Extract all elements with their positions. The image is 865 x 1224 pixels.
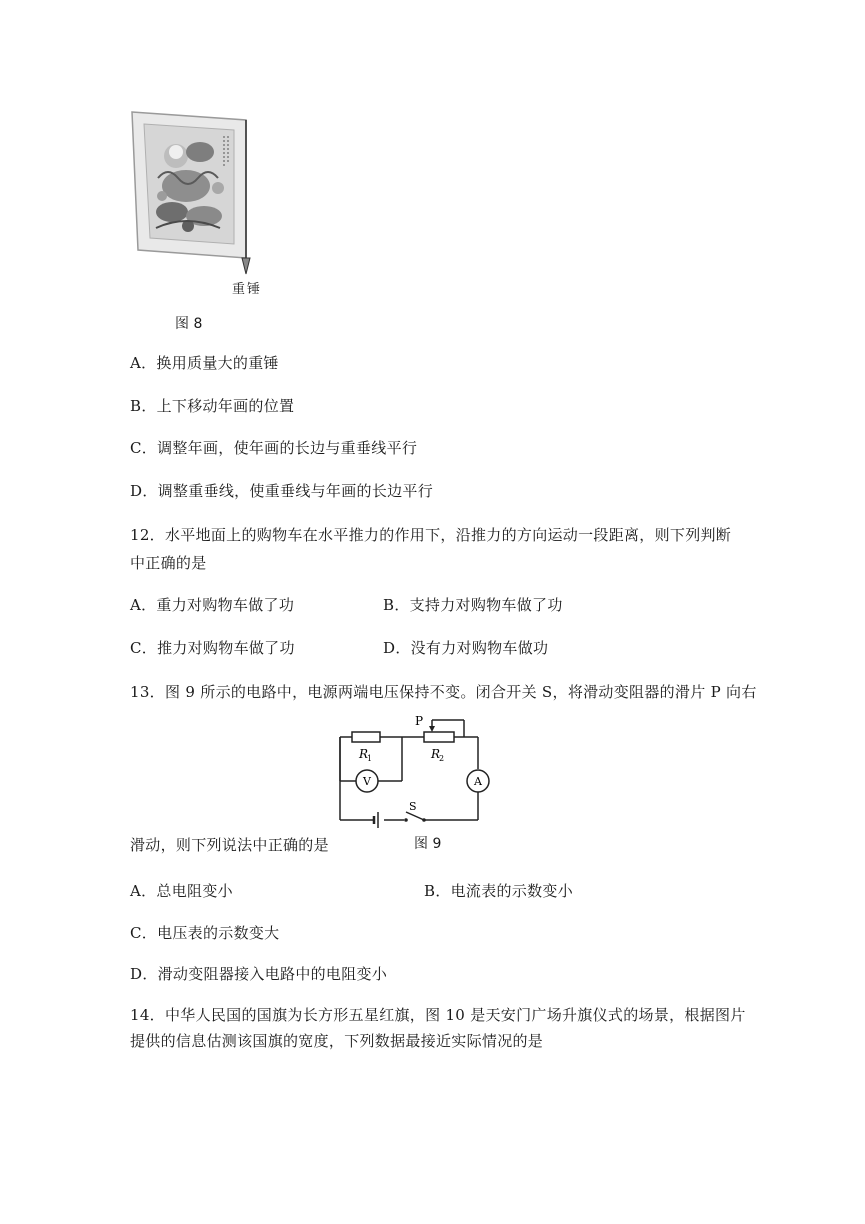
q11-option-a: A．换用质量大的重锤 xyxy=(130,354,279,372)
q12-option-a: A．重力对购物车做了功 xyxy=(130,596,295,614)
q11-option-d: D．调整重垂线，使重垂线与年画的长边平行 xyxy=(130,482,434,500)
label-r1: R xyxy=(359,747,369,761)
q13-option-b: B．电流表的示数变小 xyxy=(424,882,574,900)
label-r1-sub: 1 xyxy=(367,754,373,763)
figure-9-caption: 图 9 xyxy=(414,836,442,852)
q12-option-b: B．支持力对购物车做了功 xyxy=(383,596,563,614)
q12-option-c: C．推力对购物车做了功 xyxy=(130,639,295,657)
r2-resistor xyxy=(424,732,454,742)
figure-8-caption: 图 8 xyxy=(175,316,203,332)
figure-8 xyxy=(128,108,278,308)
q14-stem-line1: 14．中华人民国的国旗为长方形五星红旗，图 10 是天安门广场升旗仪式的场景，根据图片 xyxy=(130,1006,746,1024)
q14-stem-line2: 提供的信息估测该国旗的宽度，下列数据最接近实际情况的是 xyxy=(130,1032,544,1050)
q13-option-c: C．电压表的示数变大 xyxy=(130,924,280,942)
label-s: S xyxy=(409,800,417,813)
r1-resistor xyxy=(352,732,380,742)
q13-option-d: D．滑动变阻器接入电路中的电阻变小 xyxy=(130,965,388,983)
label-a: A xyxy=(474,775,482,788)
label-r2: R xyxy=(431,747,441,761)
figure-9-circuit xyxy=(330,712,510,832)
q11-option-c: C．调整年画，使年画的长边与重垂线平行 xyxy=(130,439,418,457)
label-p: P xyxy=(415,714,424,728)
q12-stem-line1: 12．水平地面上的购物车在水平推力的作用下，沿推力的方向运动一段距离，则下列判断 xyxy=(130,526,732,544)
q13-option-a: A．总电阻变小 xyxy=(130,882,233,900)
q11-option-b: B．上下移动年画的位置 xyxy=(130,397,295,415)
weight-label: 重锤 xyxy=(232,282,263,297)
label-r2-sub: 2 xyxy=(439,754,445,763)
label-v: V xyxy=(363,775,371,788)
circuit-diagram xyxy=(330,712,510,832)
q12-option-d: D．没有力对购物车做功 xyxy=(383,639,549,657)
q13-stem-line2: 滑动，则下列说法中正确的是 xyxy=(130,836,329,854)
q13-stem-line1: 13．图 9 所示的电路中，电源两端电压保持不变。闭合开关 S，将滑动变阻器的滑片 P 向右 xyxy=(130,683,757,701)
q12-stem-line2: 中正确的是 xyxy=(130,554,207,572)
